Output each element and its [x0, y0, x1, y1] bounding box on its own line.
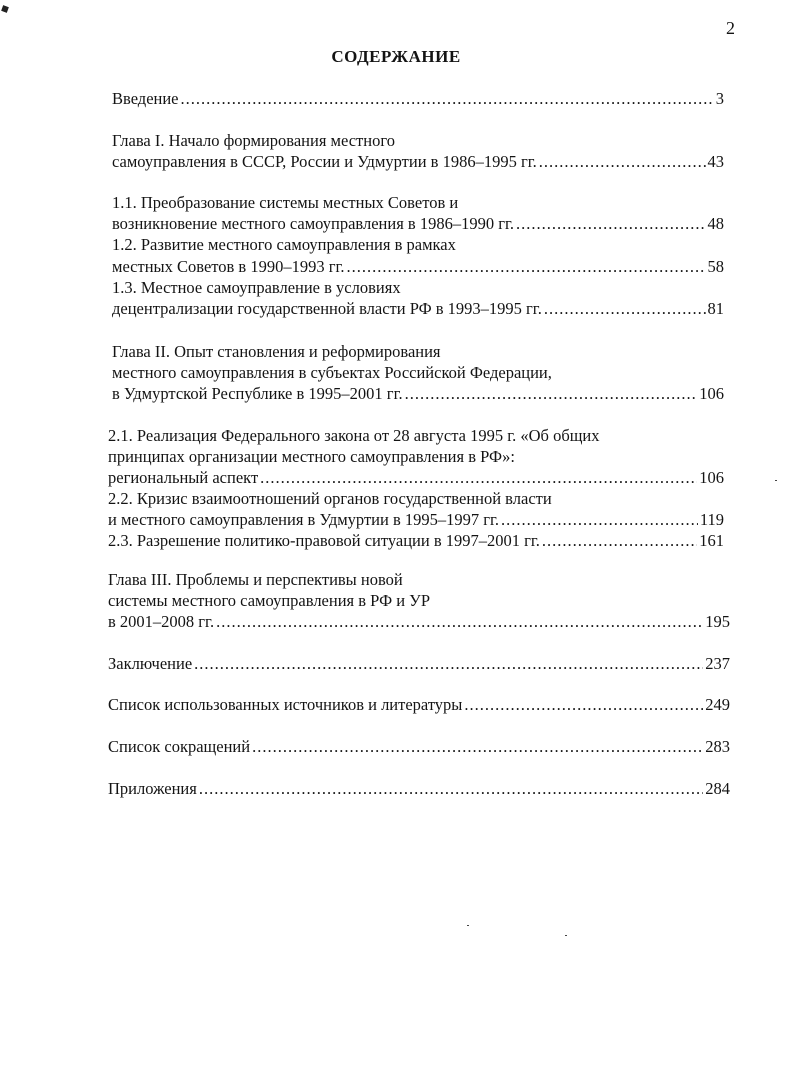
- toc-entry-sources[interactable]: [108, 694, 730, 716]
- toc-entry-page: 195: [705, 612, 730, 631]
- toc-entry-text: возникновение местного самоуправления в 1986–1990 гг.: [112, 214, 515, 233]
- toc-leader-dots: [542, 530, 697, 552]
- toc-leader-dots: [347, 256, 706, 278]
- toc-entry-page: 48: [707, 214, 724, 233]
- toc-entry-text: Приложения: [108, 779, 197, 798]
- toc-entry-s2-3[interactable]: [108, 530, 724, 552]
- toc-leader-dots: [199, 778, 703, 800]
- toc-entry-page: 249: [705, 695, 730, 714]
- toc-chapter2-line1: Глава II. Опыт становления и реформирования: [112, 342, 441, 361]
- toc-entry-page: 161: [699, 531, 724, 550]
- toc-chapter1-line1: Глава I. Начало формирования местного: [112, 131, 395, 150]
- toc-entry-s2-1[interactable]: [108, 467, 724, 489]
- toc-leader-dots: [194, 653, 703, 675]
- toc-leader-dots: [501, 509, 698, 531]
- toc-leader-dots: [405, 383, 698, 405]
- toc-entry-text: 2.3. Разрешение политико-правовой ситуации в 1997–2001 гг.: [108, 531, 540, 550]
- toc-entry-s1-1[interactable]: [112, 213, 724, 235]
- page-number: 2: [726, 18, 735, 38]
- toc-entry-s1-2[interactable]: [112, 256, 724, 278]
- scan-speck: [467, 925, 469, 926]
- toc-leader-dots: [544, 298, 706, 320]
- toc-entry-text: Список использованных источников и литературы: [108, 695, 463, 714]
- toc-s1-1-line1: 1.1. Преобразование системы местных Советов и: [112, 193, 459, 212]
- toc-entry-page: 3: [715, 89, 724, 108]
- toc-entry-text: в Удмуртской Республике в 1995–2001 гг.: [112, 384, 403, 403]
- toc-entry-conclusion[interactable]: [108, 653, 730, 675]
- toc-entry-chapter2[interactable]: [112, 383, 724, 405]
- toc-entry-page: 43: [707, 152, 724, 171]
- toc-leader-dots: [181, 88, 714, 110]
- toc-entry-text: Список сокращений: [108, 737, 251, 756]
- toc-leader-dots: [516, 213, 705, 235]
- toc-leader-dots: [216, 611, 703, 633]
- toc-chapter3-line2: системы местного самоуправления в РФ и УР: [108, 591, 431, 610]
- toc-entry-text: в 2001–2008 гг.: [108, 612, 215, 631]
- toc-leader-dots: [260, 467, 697, 489]
- scan-speck: [775, 480, 777, 481]
- toc-entry-text: Введение: [112, 89, 179, 108]
- toc-entry-page: 81: [707, 299, 724, 318]
- toc-entry-text: Заключение: [108, 654, 193, 673]
- toc-entry-appendices[interactable]: [108, 778, 730, 800]
- toc-s2-1-line2: принципах организации местного самоуправления в РФ»:: [108, 447, 515, 466]
- toc-entry-page: 58: [707, 257, 724, 276]
- toc-entry-page: 106: [699, 468, 724, 487]
- toc-entry-abbreviations[interactable]: [108, 736, 730, 758]
- toc-entry-text: местных Советов в 1990–1993 гг.: [112, 257, 345, 276]
- scan-corner-mark: [1, 5, 9, 13]
- toc-entry-text: региональный аспект: [108, 468, 259, 487]
- toc-entry-intro[interactable]: [112, 88, 724, 110]
- toc-entry-page: 237: [705, 654, 730, 673]
- toc-entry-text: децентрализации государственной власти РФ в 1993–1995 гг.: [112, 299, 542, 318]
- toc-s2-2-line1: 2.2. Кризис взаимоотношений органов государственной власти: [108, 489, 552, 508]
- toc-entry-text: и местного самоуправления в Удмуртии в 1995–1997 гг.: [108, 510, 500, 529]
- toc-chapter2-line2: местного самоуправления в субъектах Российской Федерации,: [112, 363, 552, 382]
- scan-speck: [565, 935, 567, 936]
- toc-entry-page: 119: [699, 510, 724, 529]
- toc-entry-page: 284: [705, 779, 730, 798]
- toc-entry-s2-2[interactable]: [108, 509, 724, 531]
- toc-entry-page: 283: [705, 737, 730, 756]
- toc-entry-s1-3[interactable]: [112, 298, 724, 320]
- page-title: СОДЕРЖАНИЕ: [331, 47, 461, 66]
- toc-entry-chapter3[interactable]: [108, 611, 730, 633]
- toc-entry-page: 106: [699, 384, 724, 403]
- toc-leader-dots: [539, 151, 706, 173]
- toc-entry-chapter1[interactable]: [112, 151, 724, 173]
- toc-entry-text: самоуправления в СССР, России и Удмуртии в 1986–1995 гг.: [112, 152, 537, 171]
- toc-leader-dots: [464, 694, 703, 716]
- toc-s1-2-line1: 1.2. Развитие местного самоуправления в рамках: [112, 235, 456, 254]
- toc-s1-3-line1: 1.3. Местное самоуправление в условиях: [112, 278, 401, 297]
- toc-s2-1-line1: 2.1. Реализация Федерального закона от 28 августа 1995 г. «Об общих: [108, 426, 600, 445]
- toc-leader-dots: [252, 736, 703, 758]
- toc-chapter3-line1: Глава III. Проблемы и перспективы новой: [108, 570, 403, 589]
